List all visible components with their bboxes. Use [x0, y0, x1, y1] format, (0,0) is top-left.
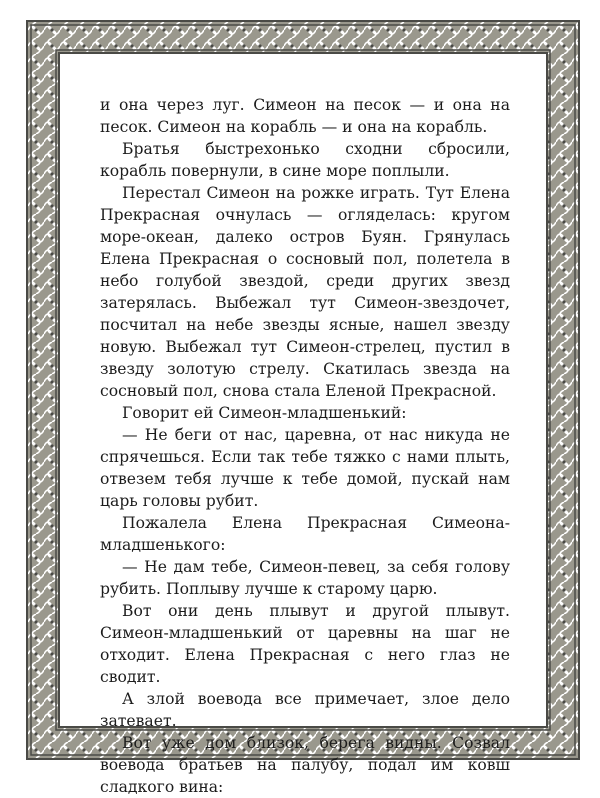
paragraph: Вот они день плывут и другой плывут. Симеон-младшенький от царевны на шаг не отходит. Елена Прекрасная с него глаз не сводит.	[100, 602, 510, 686]
paragraph: А злой воевода все примечает, злое дело затевает.	[100, 690, 510, 730]
paragraph: — Не беги от нас, царевна, от нас никуда не спрячешься. Если так тебе тяжко с нами плыть, отвезем тебя лучше к тебе домой, пускай нам царь головы рубит.	[100, 426, 510, 510]
story-text	[100, 94, 510, 798]
paragraph: — Не дам тебе, Симеон-певец, за себя голову рубить. Поплыву лучше к старому царю.	[100, 558, 510, 598]
paragraph: Перестал Симеон на рожке играть. Тут Елена Прекрасная очнулась — огляделась: кругом море-океан, далеко остров Буян. Грянулась Елена Прекрасная о сосновый пол, полетела в небо голубой звездой, среди других звезд затерялась. Выбежал тут Симеон-звездочет, посчитал на небе звезды ясные, нашел звезду новую. Выбежал тут Симеон-стрелец, пустил в звезду золотую стрелу. Скатилась звезда на сосновый пол, снова стала Еленой Прекрасной.	[100, 184, 510, 400]
paragraph: Братья быстрехонько сходни сбросили, корабль повернули, в сине море поплыли.	[100, 140, 510, 180]
paragraph: Пожалела Елена Прекрасная Симеона-младшенького:	[100, 514, 510, 554]
paragraph: Говорит ей Симеон-младшенький:	[122, 404, 407, 422]
paragraph: Вот уже дом близок, берега видны. Созвал воевода братьев на палубу, подал им ковш сладкого вина:	[100, 734, 510, 796]
paragraph: и она через луг. Симеон на песок — и она на песок. Симеон на корабль — и она на корабль.	[100, 96, 510, 136]
